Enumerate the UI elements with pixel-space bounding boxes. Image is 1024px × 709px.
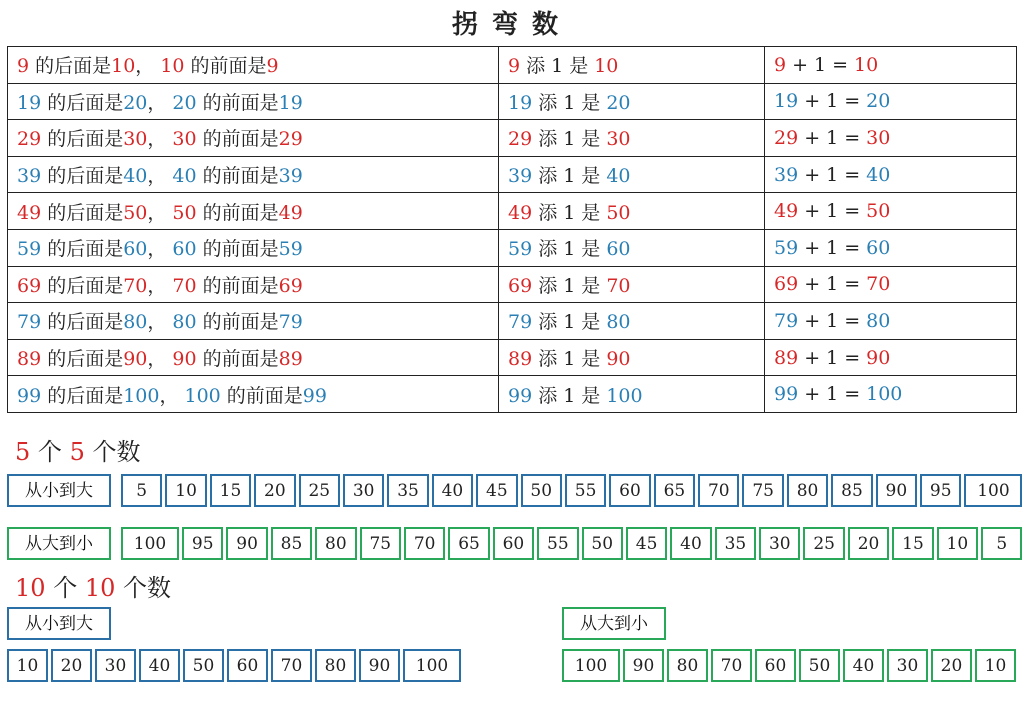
number: 19	[508, 91, 533, 114]
operator: +	[804, 236, 821, 259]
number: 80	[123, 311, 148, 334]
number: 60	[123, 238, 148, 261]
number-box: 70	[271, 649, 312, 682]
number: 20	[123, 91, 148, 114]
number: 19	[278, 91, 303, 114]
phrase: 是	[581, 311, 601, 334]
number-box: 15	[892, 527, 933, 560]
phrase: 是	[569, 55, 589, 78]
number-box: 80	[787, 474, 828, 507]
number: 1	[826, 200, 839, 223]
number-box: 50	[521, 474, 562, 507]
number-box: 30	[887, 649, 928, 682]
number: 49	[17, 201, 42, 224]
add-one-cell	[499, 83, 765, 120]
add-one-cell	[499, 156, 765, 193]
phrase: 添	[538, 384, 558, 407]
heading-number: 5	[15, 438, 31, 466]
number: 100	[606, 384, 643, 407]
number-box: 40	[432, 474, 473, 507]
punct: ，	[147, 201, 167, 224]
number-box: 90	[359, 649, 400, 682]
phrase: 的前面是	[202, 128, 279, 151]
phrase: 添	[538, 91, 558, 114]
operator: =	[844, 90, 861, 113]
number: 1	[563, 384, 576, 407]
number: 1	[826, 126, 839, 149]
number-box: 30	[759, 527, 800, 560]
table-row	[8, 47, 1017, 84]
number: 19	[774, 90, 799, 113]
number: 89	[508, 348, 533, 371]
table-row	[8, 193, 1017, 230]
section-5-heading	[15, 432, 140, 467]
asc-sequence-10	[7, 649, 464, 682]
number-box: 35	[387, 474, 428, 507]
number-box: 5	[121, 474, 162, 507]
number: 90	[172, 348, 197, 371]
phrase: 是	[581, 91, 601, 114]
number-box: 40	[843, 649, 884, 682]
operator: +	[804, 383, 821, 406]
punct: ，	[135, 55, 155, 78]
operator: =	[832, 53, 849, 76]
number: 39	[774, 163, 799, 186]
phrase: 的前面是	[202, 238, 279, 261]
number-box: 70	[711, 649, 752, 682]
number: 50	[606, 201, 631, 224]
number-box: 60	[493, 527, 534, 560]
number: 89	[17, 348, 42, 371]
number-box: 55	[537, 527, 578, 560]
number-box: 35	[715, 527, 756, 560]
number: 70	[123, 274, 148, 297]
number: 19	[17, 91, 42, 114]
number: 1	[826, 236, 839, 259]
number: 1	[826, 90, 839, 113]
phrase: 是	[581, 165, 601, 188]
operator: =	[844, 273, 861, 296]
number: 59	[508, 238, 533, 261]
phrase: 添	[538, 201, 558, 224]
number-box: 65	[448, 527, 489, 560]
phrase: 的后面是	[47, 91, 124, 114]
punct: ，	[147, 91, 167, 114]
table-row	[8, 266, 1017, 303]
table-row	[8, 229, 1017, 266]
sequence-cell	[8, 339, 499, 376]
operator: +	[804, 90, 821, 113]
phrase: 的后面是	[47, 238, 124, 261]
number-box: 80	[667, 649, 708, 682]
phrase: 添	[538, 128, 558, 151]
phrase: 是	[581, 384, 601, 407]
phrase: 添	[538, 238, 558, 261]
number: 70	[866, 273, 891, 296]
table-row	[8, 339, 1017, 376]
number: 9	[774, 53, 787, 76]
number: 30	[866, 126, 891, 149]
sequence-cell	[8, 83, 499, 120]
add-one-cell	[499, 193, 765, 230]
number: 10	[594, 55, 619, 78]
phrase: 的后面是	[35, 55, 112, 78]
number-box: 20	[931, 649, 972, 682]
number-box: 70	[404, 527, 445, 560]
equation-cell	[765, 303, 1017, 340]
phrase: 是	[581, 348, 601, 371]
number-box: 100	[403, 649, 461, 682]
number-box: 60	[755, 649, 796, 682]
number-box: 10	[165, 474, 206, 507]
number: 9	[266, 55, 279, 78]
number-box: 60	[609, 474, 650, 507]
number: 40	[866, 163, 891, 186]
phrase: 的后面是	[47, 311, 124, 334]
number-box: 10	[975, 649, 1016, 682]
phrase: 的后面是	[47, 128, 124, 151]
add-one-cell	[499, 266, 765, 303]
phrase: 的前面是	[190, 55, 267, 78]
number-box: 10	[7, 649, 48, 682]
punct: ，	[147, 128, 167, 151]
number: 30	[123, 128, 148, 151]
heading-number: 10	[15, 574, 46, 602]
number: 80	[172, 311, 197, 334]
add-one-cell	[499, 303, 765, 340]
number: 1	[563, 348, 576, 371]
sequence-cell	[8, 120, 499, 157]
phrase: 是	[581, 201, 601, 224]
number: 1	[563, 238, 576, 261]
phrase: 的前面是	[202, 165, 279, 188]
number: 10	[111, 55, 136, 78]
number-box: 85	[831, 474, 872, 507]
number: 49	[774, 200, 799, 223]
number: 1	[563, 274, 576, 297]
number: 29	[17, 128, 42, 151]
table-row	[8, 303, 1017, 340]
table-row	[8, 156, 1017, 193]
equation-cell	[765, 156, 1017, 193]
number-box: 50	[582, 527, 623, 560]
operator: =	[844, 309, 861, 332]
equation-cell	[765, 83, 1017, 120]
operator: =	[844, 346, 861, 369]
operator: =	[844, 200, 861, 223]
number: 90	[866, 346, 891, 369]
number-box: 20	[254, 474, 295, 507]
heading-word: 个	[37, 438, 62, 466]
number: 9	[508, 55, 521, 78]
number-box: 25	[803, 527, 844, 560]
number: 1	[563, 311, 576, 334]
number-box: 50	[799, 649, 840, 682]
operator: +	[804, 273, 821, 296]
phrase: 是	[581, 128, 601, 151]
number-box: 45	[476, 474, 517, 507]
operator: =	[844, 383, 861, 406]
punct: ，	[147, 311, 167, 334]
table-row	[8, 120, 1017, 157]
number-table	[7, 46, 1017, 413]
operator: +	[804, 200, 821, 223]
sequence-cell	[8, 156, 499, 193]
sequence-cell	[8, 376, 499, 413]
number-box: 90	[623, 649, 664, 682]
number: 29	[774, 126, 799, 149]
equation-cell	[765, 376, 1017, 413]
table-row	[8, 83, 1017, 120]
number: 40	[606, 165, 631, 188]
number: 59	[774, 236, 799, 259]
number: 1	[826, 163, 839, 186]
phrase: 的后面是	[47, 384, 124, 407]
number: 40	[172, 165, 197, 188]
equation-cell	[765, 193, 1017, 230]
number: 20	[172, 91, 197, 114]
equation-cell	[765, 339, 1017, 376]
number-box: 20	[848, 527, 889, 560]
phrase: 添	[538, 274, 558, 297]
number: 100	[184, 384, 221, 407]
number: 10	[854, 53, 879, 76]
number: 1	[563, 165, 576, 188]
punct: ，	[147, 165, 167, 188]
number: 1	[826, 309, 839, 332]
number: 59	[17, 238, 42, 261]
number: 59	[278, 238, 303, 261]
phrase: 是	[581, 274, 601, 297]
number-box: 80	[315, 527, 356, 560]
number: 69	[278, 274, 303, 297]
number: 1	[814, 53, 827, 76]
number: 90	[606, 348, 631, 371]
phrase: 的后面是	[47, 165, 124, 188]
number-box: 90	[876, 474, 917, 507]
number-box: 20	[51, 649, 92, 682]
phrase: 是	[581, 238, 601, 261]
number: 70	[172, 274, 197, 297]
phrase: 的后面是	[47, 348, 124, 371]
number: 89	[774, 346, 799, 369]
number: 50	[123, 201, 148, 224]
number: 100	[123, 384, 160, 407]
number: 29	[278, 128, 303, 151]
number: 1	[563, 128, 576, 151]
equation-cell	[765, 47, 1017, 84]
number-box: 75	[360, 527, 401, 560]
heading-word: 个数	[123, 574, 172, 602]
add-one-cell	[499, 376, 765, 413]
number: 39	[508, 165, 533, 188]
number-box: 30	[343, 474, 384, 507]
operator: +	[792, 53, 809, 76]
number: 69	[508, 274, 533, 297]
punct: ，	[147, 274, 167, 297]
number-box: 100	[562, 649, 620, 682]
number-box: 95	[920, 474, 961, 507]
number-box: 75	[742, 474, 783, 507]
operator: =	[844, 126, 861, 149]
number: 70	[606, 274, 631, 297]
sequence-cell	[8, 47, 499, 84]
desc-sequence-5	[121, 527, 1024, 560]
number-box: 55	[565, 474, 606, 507]
number-box: 90	[226, 527, 267, 560]
number: 79	[508, 311, 533, 334]
number: 1	[563, 91, 576, 114]
number-box: 5	[981, 527, 1022, 560]
sequence-cell	[8, 266, 499, 303]
add-one-cell	[499, 339, 765, 376]
number: 1	[551, 55, 564, 78]
page-title: 拐弯数	[451, 10, 572, 40]
asc-label: 从小到大	[7, 607, 111, 640]
number: 79	[278, 311, 303, 334]
number-box: 10	[937, 527, 978, 560]
desc-label: 从大到小	[562, 607, 666, 640]
punct: ，	[159, 384, 179, 407]
equation-cell	[765, 229, 1017, 266]
equation-cell	[765, 266, 1017, 303]
number: 40	[123, 165, 148, 188]
add-one-cell	[499, 120, 765, 157]
heading-word: 个数	[92, 438, 141, 466]
phrase: 添	[538, 311, 558, 334]
number-box: 50	[183, 649, 224, 682]
number: 79	[17, 311, 42, 334]
number: 1	[826, 346, 839, 369]
heading-word: 个	[53, 574, 78, 602]
number: 10	[160, 55, 185, 78]
number-box: 100	[964, 474, 1022, 507]
number: 50	[866, 200, 891, 223]
operator: =	[844, 163, 861, 186]
number: 20	[866, 90, 891, 113]
number: 49	[278, 201, 303, 224]
number: 60	[172, 238, 197, 261]
desc-label: 从大到小	[7, 527, 111, 560]
number-box: 80	[315, 649, 356, 682]
phrase: 的前面是	[226, 384, 303, 407]
number: 60	[606, 238, 631, 261]
operator: =	[844, 236, 861, 259]
number-box: 95	[182, 527, 223, 560]
number: 90	[123, 348, 148, 371]
number-box: 40	[670, 527, 711, 560]
number: 1	[563, 201, 576, 224]
phrase: 的后面是	[47, 274, 124, 297]
number: 99	[17, 384, 42, 407]
sequence-cell	[8, 229, 499, 266]
number: 89	[278, 348, 303, 371]
number-box: 100	[121, 527, 179, 560]
number: 50	[172, 201, 197, 224]
asc-label: 从小到大	[7, 474, 111, 507]
number: 69	[17, 274, 42, 297]
number-box: 15	[210, 474, 251, 507]
number-box: 40	[139, 649, 180, 682]
number: 1	[826, 383, 839, 406]
number: 39	[278, 165, 303, 188]
number: 100	[866, 383, 903, 406]
phrase: 添	[526, 55, 546, 78]
number: 99	[774, 383, 799, 406]
operator: +	[804, 346, 821, 369]
phrase: 的前面是	[202, 201, 279, 224]
phrase: 的前面是	[202, 311, 279, 334]
heading-number: 10	[84, 574, 116, 602]
add-one-cell	[499, 47, 765, 84]
number-box: 45	[626, 527, 667, 560]
number: 79	[774, 309, 799, 332]
punct: ，	[147, 348, 167, 371]
number-box: 30	[95, 649, 136, 682]
phrase: 添	[538, 348, 558, 371]
operator: +	[804, 126, 821, 149]
number: 29	[508, 128, 533, 151]
number-box: 25	[299, 474, 340, 507]
phrase: 添	[538, 165, 558, 188]
operator: +	[804, 163, 821, 186]
number: 20	[606, 91, 631, 114]
number: 1	[826, 273, 839, 296]
number: 30	[172, 128, 197, 151]
number-box: 60	[227, 649, 268, 682]
phrase: 的后面是	[47, 201, 124, 224]
table-row	[8, 376, 1017, 413]
asc-sequence-5	[121, 474, 1024, 507]
section-10-heading	[15, 568, 171, 603]
number-box: 70	[698, 474, 739, 507]
desc-sequence-10	[562, 649, 1019, 682]
number-box: 85	[271, 527, 312, 560]
add-one-cell	[499, 229, 765, 266]
number: 39	[17, 165, 42, 188]
equation-cell	[765, 120, 1017, 157]
number: 80	[606, 311, 631, 334]
sequence-cell	[8, 303, 499, 340]
phrase: 的前面是	[202, 91, 279, 114]
number: 49	[508, 201, 533, 224]
number: 9	[17, 55, 30, 78]
number: 60	[866, 236, 891, 259]
number-box: 65	[654, 474, 695, 507]
phrase: 的前面是	[202, 274, 279, 297]
heading-number: 5	[69, 438, 85, 466]
number: 99	[302, 384, 327, 407]
number: 80	[866, 309, 891, 332]
number: 99	[508, 384, 533, 407]
operator: +	[804, 309, 821, 332]
sequence-cell	[8, 193, 499, 230]
phrase: 的前面是	[202, 348, 279, 371]
punct: ，	[147, 238, 167, 261]
number: 30	[606, 128, 631, 151]
number: 69	[774, 273, 799, 296]
